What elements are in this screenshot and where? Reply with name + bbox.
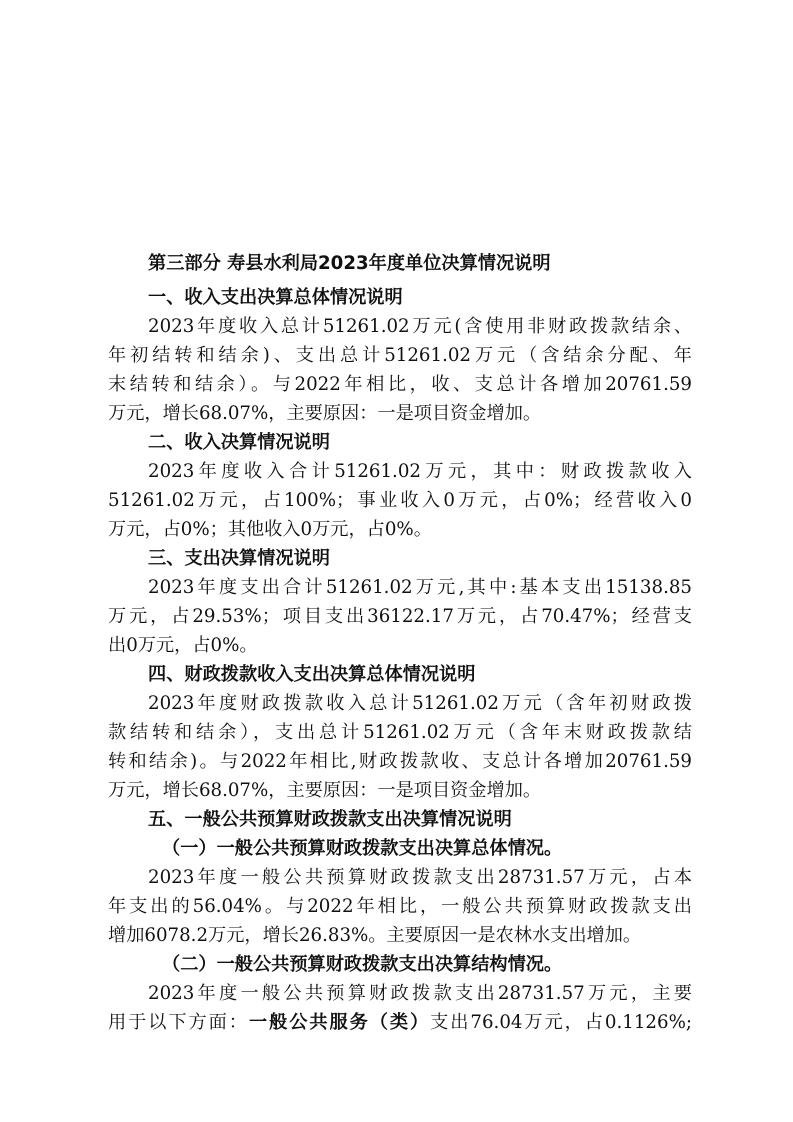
paragraph-line: 款结转和结余），支出总计51261.02万元（含年末财政拨款结 (108, 722, 692, 743)
subsection-heading-2: （二）一般公共预算财政拨款支出决算结构情况。 (162, 954, 563, 975)
paragraph-line-mixed (108, 1006, 692, 1040)
paragraph-line: 2023年度一般公共预算财政拨款支出28731.57万元，占本 (148, 867, 692, 888)
section-heading-5: 五、一般公共预算财政拨款支出决算情况说明 (148, 809, 512, 830)
paragraph-line: 万元，占29.53%；项目支出36122.17万元，占70.47%；经营支 (108, 606, 692, 627)
paragraph-line: 2023年度收入合计51261.02万元，其中：财政拨款收入 (148, 461, 692, 482)
paragraph-line: 年初结转和结余)、支出总计51261.02万元（含结余分配、年 (108, 345, 692, 366)
paragraph-line: 末结转和结余）。与2022年相比，收、支总计各增加20761.59 (108, 374, 692, 395)
section-heading-3: 三、支出决算情况说明 (148, 548, 330, 569)
subsection-heading-1: （一）一般公共预算财政拨款支出决算总体情况。 (162, 838, 563, 859)
paragraph-line: 年支出的56.04%。与2022年相比，一般公共预算财政拨款支出 (108, 896, 692, 917)
paragraph-fragment: 用于以下方面： (108, 1012, 249, 1033)
section-heading-2: 二、收入决算情况说明 (148, 432, 330, 453)
page-title: 第三部分 寿县水利局2023年度单位决算情况说明 (148, 253, 551, 274)
paragraph-line: 2023年度财政拨款收入总计51261.02万元（含年初财政拨 (148, 693, 692, 714)
section-heading-1: 一、收入支出决算总体情况说明 (148, 287, 403, 308)
paragraph-line: 2023年度收入总计51261.02万元(含使用非财政拨款结余、 (148, 316, 692, 337)
paragraph-line: 出0万元，占0%。 (108, 635, 258, 656)
paragraph-line: 51261.02万元，占100%；事业收入0万元，占0%；经营收入0 (108, 490, 692, 511)
paragraph-line: 万元，占0%；其他收入0万元，占0%。 (108, 519, 432, 540)
paragraph-line: 万元，增长68.07%，主要原因：一是项目资金增加。 (108, 780, 542, 801)
paragraph-line: 增加6078.2万元，增长26.83%。主要原因一是农林水支出增加。 (108, 925, 642, 946)
bold-category: 一般公共服务（类） (248, 1012, 431, 1033)
paragraph-line: 万元，增长68.07%，主要原因：一是项目资金增加。 (108, 403, 542, 424)
paragraph-line: 转和结余)。与2022年相比,财政拨款收、支总计各增加20761.59 (108, 751, 692, 772)
paragraph-fragment: 支出76.04万元，占0.1126%; (430, 1012, 692, 1033)
paragraph-line: 2023年度支出合计51261.02万元,其中:基本支出15138.85 (148, 577, 692, 598)
section-heading-4: 四、财政拨款收入支出决算总体情况说明 (148, 664, 476, 685)
paragraph-line: 2023年度一般公共预算财政拨款支出28731.57万元，主要 (148, 983, 692, 1004)
